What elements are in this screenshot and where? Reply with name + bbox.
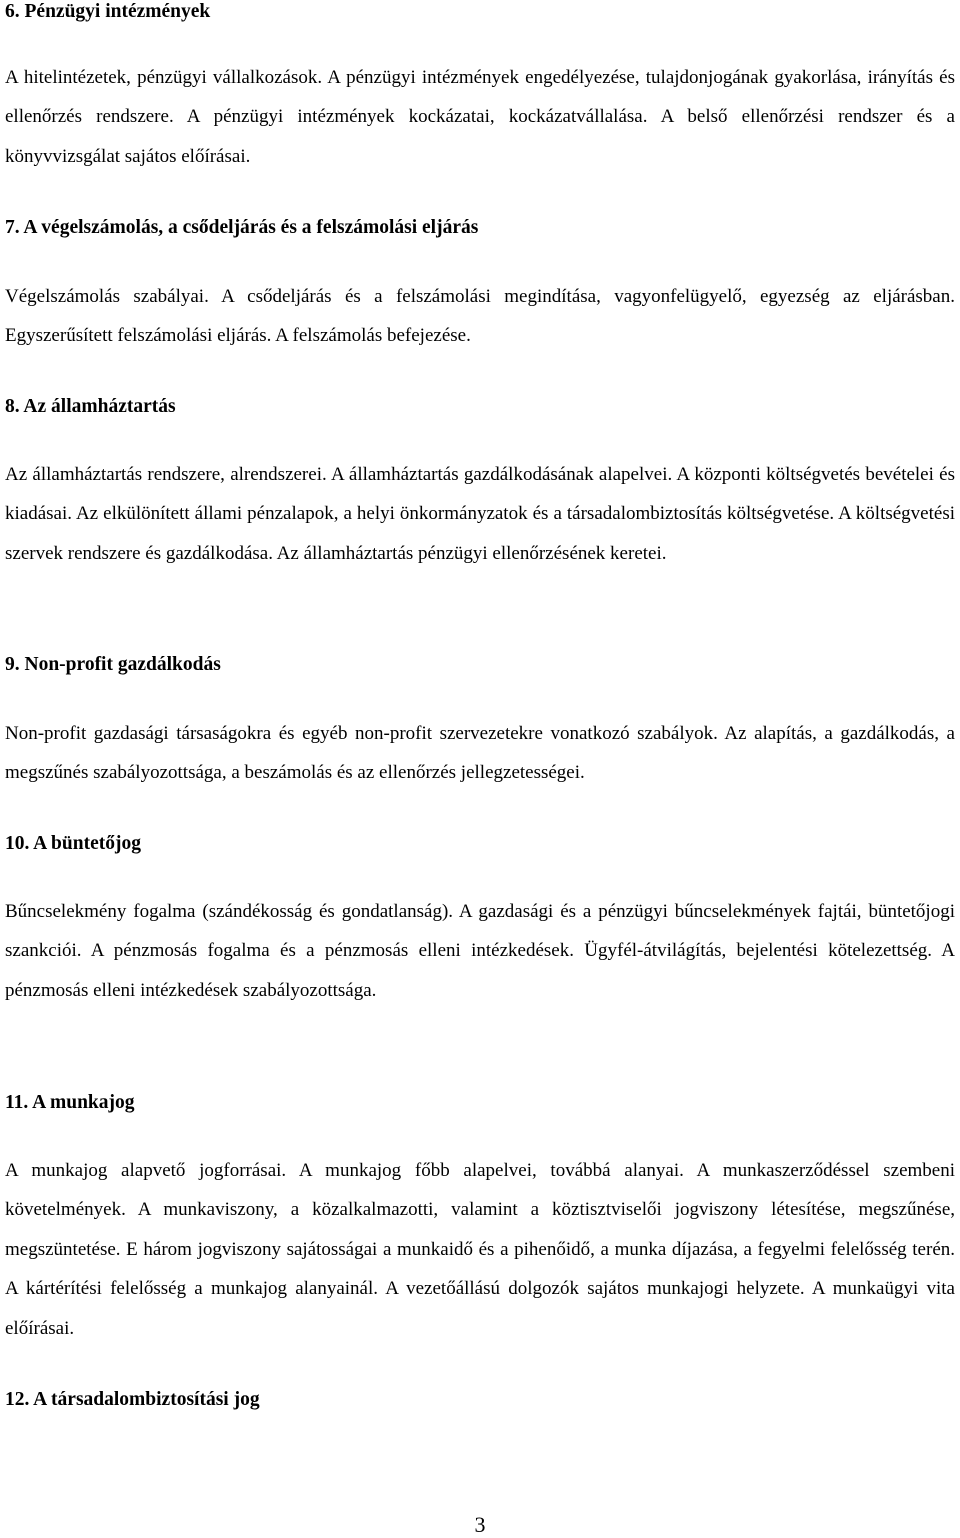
section-11-body xyxy=(5,1151,955,1348)
section-8 xyxy=(5,395,955,419)
section-10 xyxy=(5,832,955,856)
section-12 xyxy=(5,1388,955,1412)
page-number: 3 xyxy=(474,1512,486,1537)
section-6-body xyxy=(5,58,955,176)
section-7 xyxy=(5,216,955,240)
section-paragraph: Végelszámolás szabályai. A csődeljárás és a felszámolási megindítása, vagyonfelügyelő, egyezség az eljárásban. Egyszerűsített felszámolási eljárás. A felszámolás befejezése. xyxy=(5,286,955,347)
section-heading: 8. Az államháztartás xyxy=(5,396,176,417)
section-heading: 9. Non-profit gazdálkodás xyxy=(5,654,221,675)
section-9 xyxy=(5,653,955,677)
section-8-body xyxy=(5,455,955,573)
section-paragraph: Bűncselekmény fogalma (szándékosság és gondatlanság). A gazdasági és a pénzügyi bűncselekmények fajtái, büntetőjogi szankciói. A pénzmosás fogalma és a pénzmosás elleni intézkedések. Ügyfél-átvilágítás, bejelentési kötelezettség. A pénzmosás elleni intézkedések szabályozottsága. xyxy=(5,901,955,1001)
section-10-body xyxy=(5,892,955,1010)
section-heading: 11. A munkajog xyxy=(5,1092,135,1113)
section-11 xyxy=(5,1091,955,1115)
section-7-body xyxy=(5,277,955,356)
section-heading: 10. A büntetőjog xyxy=(5,833,141,854)
section-heading: 12. A társadalombiztosítási jog xyxy=(5,1389,260,1410)
section-paragraph: Non-profit gazdasági társaságokra és egyéb non-profit szervezetekre vonatkozó szabályok. Az alapítás, a gazdálkodás, a megszűnés szabályozottsága, a beszámolás és az ellenőrzés jellegzetességei. xyxy=(5,723,955,784)
section-heading: 7. A végelszámolás, a csődeljárás és a felszámolási eljárás xyxy=(5,217,479,238)
section-heading: 6. Pénzügyi intézmények xyxy=(5,1,211,22)
section-paragraph: A munkajog alapvető jogforrásai. A munkajog főbb alapelvei, továbbá alanyai. A munkaszerződéssel szembeni követelmények. A munkaviszony, a közalkalmazotti, valamint a köztisztviselői jogviszony létesítése, megszűnése, megszüntetése. E három jogviszony sajátosságai a munkaidő és a pihenőidő, a munka díjazása, a fegyelmi felelősség terén. A kártérítési felelősség a munkajog alanyainál. A vezetőállású dolgozók sajátos munkajogi helyzete. A munkaügyi vita előírásai. xyxy=(5,1160,955,1339)
section-paragraph: A hitelintézetek, pénzügyi vállalkozások. A pénzügyi intézmények engedélyezése, tulajdonjogának gyakorlása, irányítás és ellenőrzés rendszere. A pénzügyi intézmények kockázatai, kockázatvállalása. A belső ellenőrzési rendszer és a könyvvizsgálat sajátos előírásai. xyxy=(5,67,955,167)
section-6 xyxy=(5,0,210,24)
section-paragraph: Az államháztartás rendszere, alrendszerei. A államháztartás gazdálkodásának alapelvei. A központi költségvetés bevételei és kiadásai. Az elkülönített állami pénzalapok, a helyi önkormányzatok és a társadalombiztosítás költségvetése. A költségvetési szervek rendszere és gazdálkodása. Az államháztartás pénzügyi ellenőrzésének keretei. xyxy=(5,464,955,564)
section-9-body xyxy=(5,714,955,793)
